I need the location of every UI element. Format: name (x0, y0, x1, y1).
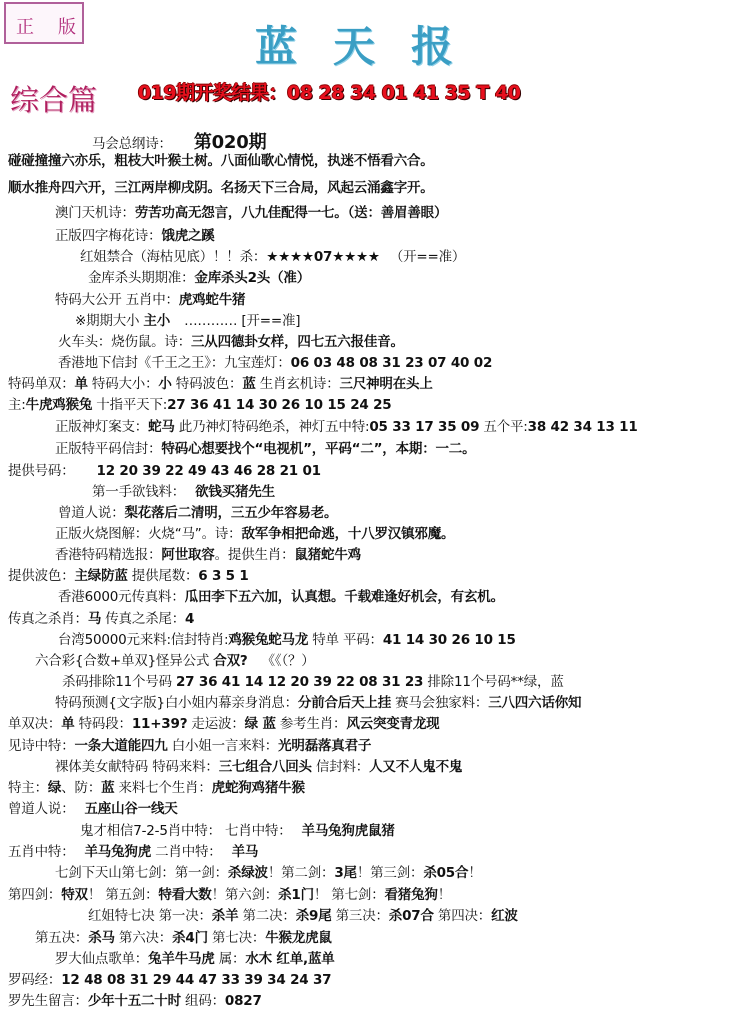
line-value: 风云突变青龙现 (346, 716, 440, 732)
line-label: 澳门天机诗： (55, 205, 135, 221)
text-line (8, 972, 331, 989)
line-value: 饿虎之蹊 (161, 228, 215, 244)
line-value: 劳苦功高无怨言，八九佳配得一七。（送：善眉善眼） (134, 205, 448, 221)
line-label: 第五决： (35, 930, 89, 946)
line-value: 主小 (143, 313, 171, 329)
line-value: 马 (87, 611, 102, 627)
line-label: （开==准） (389, 249, 466, 265)
text-line (8, 738, 371, 755)
text-line (8, 611, 194, 628)
text-line (8, 801, 178, 818)
line-value: 三尺神明在头上 (339, 376, 433, 392)
line-label: 《《（？） (257, 653, 315, 669)
line-value: 金库杀头2头（准） (194, 270, 310, 286)
line-label: 生肖玄机诗： (255, 376, 340, 392)
line-label: 火车头：烧伤鼠。诗： (58, 334, 191, 350)
line-label: 第六决： (114, 930, 173, 946)
text-line (80, 823, 395, 840)
line-label: 第七决： (207, 930, 266, 946)
line-label: 二肖中特： (151, 844, 222, 860)
line-label: 香港地下信封《千王之王》：九宝莲灯： (58, 355, 291, 371)
text-line (8, 844, 258, 861)
line-label: 罗码经： (8, 972, 62, 988)
line-value: 一条大道能四九 (74, 738, 168, 754)
line-label: 罗先生留言： (8, 993, 88, 1009)
line-label: 特码单双： (8, 376, 75, 392)
line-label: 组码： (180, 993, 225, 1009)
text-line (55, 547, 361, 564)
text-line (55, 419, 638, 436)
line-label: 。提供生肖： (214, 547, 295, 563)
line-label: 五个平: (479, 419, 528, 435)
line-label: 特单 平码： (308, 632, 383, 648)
text-line (58, 334, 404, 351)
text-line (35, 930, 332, 947)
text-line (55, 865, 482, 882)
line-label: ！ 第七剑： (313, 887, 385, 903)
line-label: ！ (437, 887, 452, 903)
line-label: 正版特平码信封： (55, 441, 162, 457)
text-line (8, 993, 262, 1010)
text-line (58, 632, 516, 649)
line-label: 、防： (61, 780, 102, 796)
line-label: 七肖中特： (220, 823, 292, 839)
line-value: 27 36 41 14 30 26 10 15 24 25 (167, 397, 392, 413)
line-value: 06 03 48 08 31 23 07 40 02 (290, 355, 493, 371)
text-line (8, 397, 391, 414)
line-value: ★★★★07★★★★ (266, 249, 380, 265)
text-line (8, 887, 451, 904)
text-line (62, 674, 564, 691)
line-value: 特码心想要找个“电视机”，平码“二”，本期：一二。 (161, 441, 476, 457)
line-label: 第020期 (193, 132, 267, 153)
line-label: 五肖中特： (8, 844, 75, 860)
line-label: 信封料： (311, 759, 370, 775)
line-value: 单 (74, 376, 88, 392)
line-value: 小 (158, 376, 172, 392)
line-value: 羊马兔狗虎 (84, 844, 151, 860)
line-label: 曾道人说： (8, 801, 75, 817)
line-value: 虎蛇狗鸡猪牛猴 (211, 780, 305, 796)
line-value: 6 3 5 1 (198, 568, 249, 584)
line-label: 特码波色： (171, 376, 243, 392)
line-value: 合双? (213, 653, 248, 669)
line-label: 马会总纲诗： (92, 136, 172, 152)
line-value: 蓝 (242, 376, 256, 392)
line-label: 见诗中特： (8, 738, 75, 754)
text-line (55, 695, 581, 712)
line-label: 裸体美女献特码 特码来料： (55, 759, 219, 775)
line-label: 香港特码精选报： (55, 547, 162, 563)
line-label: 第二决： (238, 908, 296, 924)
text-line (55, 951, 335, 968)
line-label: 属： (214, 951, 246, 967)
line-label: 提供号码： (8, 463, 75, 479)
text-line (55, 441, 475, 458)
line-value: 敌军争相把命逃，十八罗汉镇邪魔。 (241, 526, 455, 542)
line-label: 此乃神灯特码绝杀，神灯五中特: (174, 419, 370, 435)
line-label: 参考生肖： (275, 716, 347, 732)
line-label: ！第二剑： (267, 865, 335, 881)
line-value: 特双 (61, 887, 88, 903)
line-label: ！ 第五剑： (87, 887, 159, 903)
line-value: 鼠猪蛇牛鸡 (294, 547, 361, 563)
line-value: 蛇马 (148, 419, 175, 435)
line-value: 杀绿波 (227, 865, 268, 881)
text-line (58, 589, 504, 606)
line-value: 三从四德卦女样，四七五六报佳音。 (191, 334, 404, 350)
line-label: ！第三剑： (356, 865, 424, 881)
line-label: 传真之杀尾： (101, 611, 186, 627)
line-label: 香港6000元传真料： (58, 589, 185, 605)
text-line (8, 780, 305, 797)
text-line (55, 205, 447, 222)
text-line (88, 270, 310, 287)
section-title: 综合篇 (10, 83, 98, 117)
line-value: 水木 红单,蓝单 (245, 951, 335, 967)
line-label: 走运波： (187, 716, 245, 732)
line-label: ！ (468, 865, 482, 881)
line-label: 传真之杀肖： (8, 611, 88, 627)
line-value: 杀羊 (211, 908, 239, 924)
line-value: 五座山谷一线天 (84, 801, 178, 817)
line-label: 金库杀头期期准： (88, 270, 195, 286)
line-value: 杀1门 (278, 887, 314, 903)
line-value: 4 (185, 611, 195, 627)
line-value: 主绿防蓝 (74, 568, 128, 584)
text-line (55, 292, 245, 309)
line-label: 提供尾数： (127, 568, 199, 584)
line-label: ！第六剑： (211, 887, 279, 903)
line-label: 红姐特七决 第一决： (88, 908, 212, 924)
line-value: 38 42 34 13 11 (527, 419, 638, 435)
line-value: 虎鸡蛇牛猪 (178, 292, 246, 308)
line-value: 特看大数 (158, 887, 212, 903)
badge-right-char: 版 (58, 17, 76, 38)
line-value: 牛猴龙虎鼠 (265, 930, 332, 946)
line-label: 十指平天下: (92, 397, 168, 413)
line-value: 0827 (224, 993, 262, 1009)
line-value: 鸡猴兔蛇马龙 (228, 632, 309, 648)
line-value: 杀4门 (172, 930, 208, 946)
line-label: 正版神灯案支： (55, 419, 149, 435)
line-value: 3尾 (334, 865, 357, 881)
line-label: 正版火烧图解：火烧“马”。诗： (55, 526, 242, 542)
line-label: 第四剑： (8, 887, 62, 903)
line-value: 27 36 41 14 12 20 39 22 08 31 23 (175, 674, 424, 690)
line-label: 鬼才相信7-2-5肖中特： (80, 823, 221, 839)
line-label: 特码段： (74, 716, 132, 732)
line-label: 特码大公开 五肖中： (55, 292, 179, 308)
line-value: 欲钱买猪先生 (195, 484, 275, 500)
line-value: 杀05合 (423, 865, 469, 881)
line-label: 红姐禁合（海枯见底）！！杀： (80, 249, 267, 265)
line-label: 正版四字梅花诗： (55, 228, 162, 244)
line-label: 第一手欲钱料： (92, 484, 186, 500)
line-label: 特码预测{文字版}白小姐内幕亲身消息： (55, 695, 298, 711)
line-value: 绿 (47, 780, 62, 796)
text-line (88, 908, 518, 925)
line-value: 梨花落后二清明，三五少年容易老。 (124, 505, 338, 521)
line-value: 兔羊牛马虎 (148, 951, 215, 967)
line-value: 人又不人鬼不鬼 (369, 759, 463, 775)
masthead-title: 蓝天报 (254, 22, 489, 71)
line-value: 少年十五二十时 (87, 993, 181, 1009)
line-label: 特码大小： (87, 376, 159, 392)
line-value: 红波 (491, 908, 518, 924)
text-line (8, 376, 433, 393)
line-label: 第四决： (433, 908, 492, 924)
line-label: ………… [开==准] (180, 313, 301, 329)
line-value: 三七组合八回头 (218, 759, 312, 775)
line-value: 12 20 39 22 49 43 46 28 21 01 (96, 463, 321, 479)
line-label: 提供波色： (8, 568, 75, 584)
line-label: 主: (8, 397, 26, 413)
line-value: 12 48 08 31 29 44 47 33 39 34 24 37 (61, 972, 332, 988)
line-value: 羊马 (231, 844, 259, 860)
line-value: 杀9尾 (295, 908, 332, 924)
line-label: 台湾50000元来料:信封特肖: (58, 632, 229, 648)
line-value: 杀07合 (388, 908, 434, 924)
line-label: 单双决： (8, 716, 62, 732)
line-label: 赛马会独家料： (391, 695, 489, 711)
line-label: 第三决： (331, 908, 389, 924)
line-label: 来料七个生肖： (114, 780, 212, 796)
line-label: 七剑下天山第七剑：第一剑： (55, 865, 228, 881)
line-value: 牛虎鸡猴兔 (25, 397, 93, 413)
text-line (92, 134, 266, 153)
line-label: ※期期大小 (75, 313, 144, 329)
line-value: 11+39? (131, 716, 188, 732)
line-value: 绿 蓝 (244, 716, 276, 732)
text-line (8, 463, 321, 480)
text-line (58, 355, 492, 372)
line-value: 蓝 (101, 780, 115, 796)
line-label: 杀码排除11个号码 (62, 674, 176, 690)
line-label: 排除11个号码**绿，蓝 (423, 674, 564, 690)
text-line (55, 228, 215, 245)
text-line (55, 759, 462, 776)
line-label: 曾道人说： (58, 505, 125, 521)
line-value: 光明磊落真君子 (278, 738, 372, 754)
line-value: 41 14 30 26 10 15 (382, 632, 516, 648)
lottery-result-banner: 019期开奖结果：08 28 34 01 41 35 T 40 (138, 82, 521, 104)
line-value: 分前合后天上挂 (297, 695, 391, 711)
text-line (92, 484, 275, 501)
line-value: 瓜田李下五六加，认真想。千载难逢好机会，有玄机。 (184, 589, 504, 605)
line-value: 单 (61, 716, 75, 732)
text-line (80, 249, 465, 266)
text-line (8, 568, 249, 585)
text-line (35, 653, 315, 670)
line-value: 看猪兔狗 (384, 887, 438, 903)
line-label: 特主： (8, 780, 48, 796)
text-line (8, 180, 434, 197)
line-value: 羊马兔狗虎鼠猪 (301, 823, 395, 839)
text-line (8, 716, 439, 733)
line-value: 碰碰撞撞六亦乐，粗枝大叶猴土树。八面仙歌心情悦，执迷不悟看六合。 (8, 153, 434, 169)
line-label: 六合彩{合数+单双}怪异公式 (35, 653, 214, 669)
line-value: 杀马 (88, 930, 115, 946)
text-line (58, 505, 337, 522)
line-value: 三八四六话你知 (488, 695, 582, 711)
badge-left-char: 正 (16, 17, 34, 38)
text-line (75, 313, 300, 330)
line-value: 05 33 17 35 09 (369, 419, 480, 435)
text-line (55, 526, 454, 543)
line-value: 顺水推舟四六开，三江两岸柳戌阴。名扬天下三合局，风起云涌鑫字开。 (8, 180, 434, 196)
line-value: 阿世取容 (161, 547, 215, 563)
line-label: 罗大仙点歌单： (55, 951, 149, 967)
line-label: 白小姐一言来料： (167, 738, 279, 754)
text-line (8, 153, 434, 170)
